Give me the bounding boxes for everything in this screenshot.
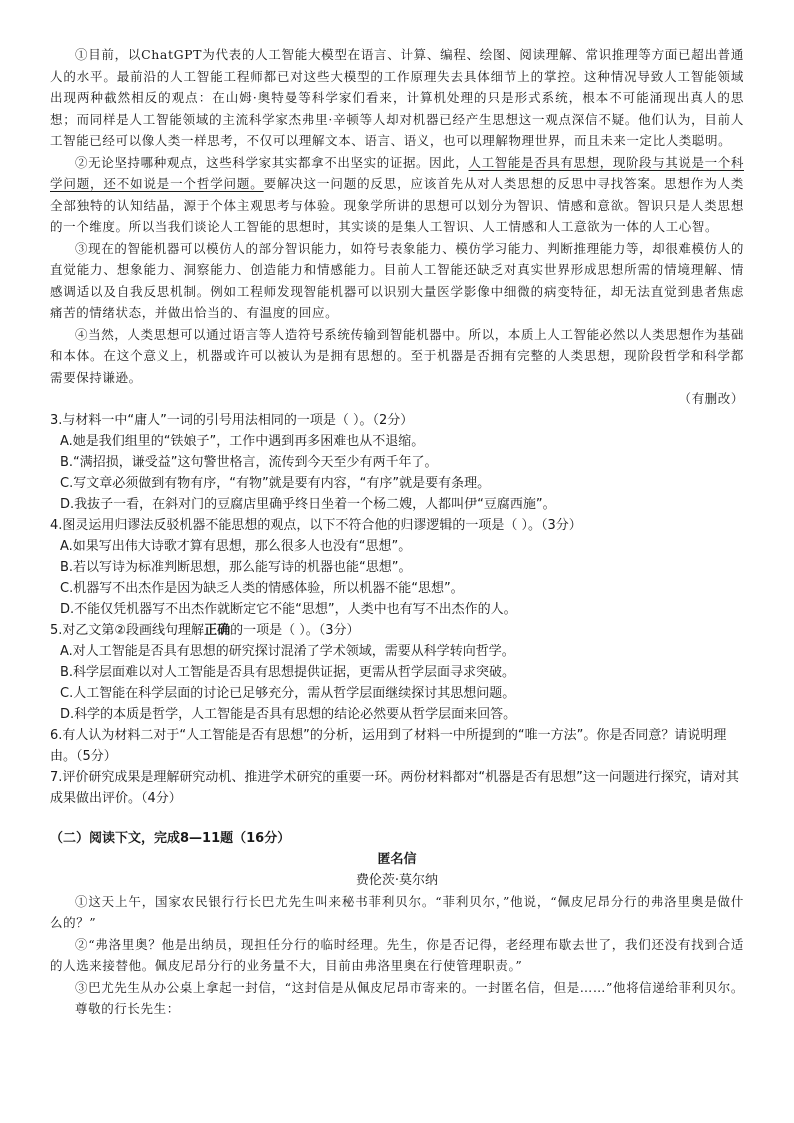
passage-paragraph-3: ③现在的智能机器可以模仿人的部分智识能力，如符号表象能力、模仿学习能力、判断推理能力等，却很难模仿人的直觉能力、想象能力、洞察能力、创造能力和情感能力。目前人工智能还缺乏对真实世界形成思想所需的情境理解、情感调适以及自我反思机制。例如工程师发现智能机器可以识别大量医学影像中细微的病变特征，却无法直觉到患者焦虑痛苦的情绪状态，并做出恰当的、有温度的回应。 — [50, 240, 744, 320]
question-5-stem — [50, 620, 744, 641]
question-5-option-a: A.对人工智能是否具有思想的研究探讨混淆了学术领域，需要从科学转向哲学。 — [60, 643, 515, 659]
section-2-heading: （二）阅读下文，完成8—11题（16分） — [50, 830, 291, 846]
passage-paragraph-1: ①目前，以ChatGPT为代表的人工智能大模型在语言、计算、编程、绘图、阅读理解、常识推理等方面已超出普通人的水平。最前沿的人工智能工程师都已对这些大模型的工作原理失去具体细节上的掌控。这种情况导致人工智能领域出现两种截然相反的观点：在山姆·奥特曼等科学家们看来，计算机处理的只是形式系统，根本不可能涌现出真人的思想；而同样是人工智能领域的主流科学家杰弗里·辛顿等人却对机器已经产生思想这一观点深信不疑。他们认为，目前人工智能已经可以像人类一样思考，不仅可以理解文本、语言、语义，也可以理解物理世界，而且未来一定比人类聪明。 — [50, 47, 744, 148]
story-paragraph-2: ②“弗洛里奥？他是出纳员，现担任分行的临时经理。先生，你是否记得，老经理布歇去世了，我们还没有找到合适的人选来接替他。佩皮尼昂分行的业务量不大，目前由弗洛里奥在行使管理职责。” — [50, 936, 744, 973]
abridged-note: （有删改） — [678, 391, 744, 406]
question-4-option-a: A.如果写出伟大诗歌才算有思想，那么很多人也没有“思想”。 — [60, 538, 412, 554]
question-3-option-b: B.“满招损，谦受益”这句警世格言，流传到今天至少有两千年了。 — [60, 454, 438, 470]
question-3-option-d: D.我抜子一看，在斜对门的豆腐店里确乎终日坐着一个杨二嫂，人都叫伊“豆腐西施”。 — [60, 496, 556, 512]
passage-paragraph-2-rest: 要解决这一问题的反思，应该首先从对人类思想的反思中寻找答案。思想作为人类全部独特的认知结晶，源于个体主观思考与体验。现象学所讲的思想可以划分为智识、情感和意欲。智识只是人类思想的一个维度。所以当我们谈论人工智能的思想时，其实谈的是集人工智识、人工情感和人工意欲为一体的人工心智。 — [50, 176, 744, 234]
underlined-sentence: 人工智能是否具有思想，现阶段与其说是一个科学问题，还不如说是一个哲学问题。 — [50, 154, 744, 191]
question-3-option-a: A.她是我们组里的“铁娘子”，工作中遇到再多困难也从不退缩。 — [60, 433, 425, 449]
question-6: 6.有人认为材料二对于“人工智能是否有思想”的分析，运用到了材料一中所提到的“唯一方法”。你是否同意？请说明理由。（5分） — [50, 727, 727, 764]
story-paragraph-3: ③巴尤先生从办公桌上拿起一封信，“这封信是从佩皮尼昂市寄来的。一封匿名信，但是……”他将信递给菲利贝尔。 — [75, 979, 744, 995]
question-5-stem-lead: 5.对乙文第②段画线句理解 — [50, 622, 205, 638]
exam-page — [50, 44, 744, 1020]
question-3-option-c: C.写文章必须做到有物有序，“有物”就是要有内容，“有序”就是要有条理。 — [60, 475, 491, 491]
question-4-option-b: B.若以写诗为标准判断思想，那么能写诗的机器也能“思想”。 — [60, 559, 412, 575]
passage-paragraph-4: ④当然，人类思想可以通过语言等人造符号系统传输到智能机器中。所以，本质上人工智能必然以人类思想作为基础和本体。在这个意义上，机器或许可以被认为是拥有思想的。至于机器是否拥有完整的人类思想，现阶段哲学和科学都需要保持谦逊。 — [50, 326, 744, 385]
question-5-stem-rest: 的一项是（ ）。（3分） — [230, 622, 360, 638]
question-4-option-c: C.机器写不出杰作是因为缺乏人类的情感体验，所以机器不能“思想”。 — [60, 580, 464, 596]
question-5-option-d: D.科学的本质是哲学，人工智能是否具有思想的结论必然要从哲学层面来回答。 — [60, 706, 517, 722]
story-paragraph-1: ①这天上午，国家农民银行行长巴尤先生叫来秘书菲利贝尔。“菲利贝尔，”他说，“佩皮尼昂分行的弗洛里奥是做什么的？” — [50, 893, 744, 930]
question-5-emphasis: 正确 — [204, 622, 231, 638]
question-5-option-b: B.科学层面难以对人工智能是否具有思想提供证据，更需从哲学层面寻求突破。 — [60, 664, 516, 680]
story-title: 匿名信 — [377, 851, 417, 867]
passage-paragraph-2 — [50, 152, 744, 238]
story-author: 费伦茨·莫尔纳 — [355, 872, 439, 888]
question-3-stem: 3.与材料一中“庸人”一词的引号用法相同的一项是（ ）。（2分） — [50, 412, 414, 428]
passage-paragraph-2-lead: ②无论坚持哪种观点，这些科学家其实都拿不出坚实的证据。因此， — [75, 154, 469, 170]
question-5-option-c: C.人工智能在科学层面的讨论已足够充分，需从哲学层面继续探讨其思想问题。 — [60, 685, 516, 701]
question-4-stem: 4.图灵运用归谬法反驳机器不能思想的观点，以下不符合他的归谬逻辑的一项是（ ）。（3分） — [50, 517, 582, 533]
question-4-option-d: D.不能仅凭机器写不出杰作就断定它不能“思想”，人类中也有写不出杰作的人。 — [60, 601, 517, 617]
letter-salutation: 尊敬的行长先生： — [75, 1001, 180, 1016]
question-7: 7.评价研究成果是理解研究动机、推进学术研究的重要一环。两份材料都对“机器是否有思想”这一问题进行探究，请对其成果做出评价。（4分） — [50, 769, 739, 806]
